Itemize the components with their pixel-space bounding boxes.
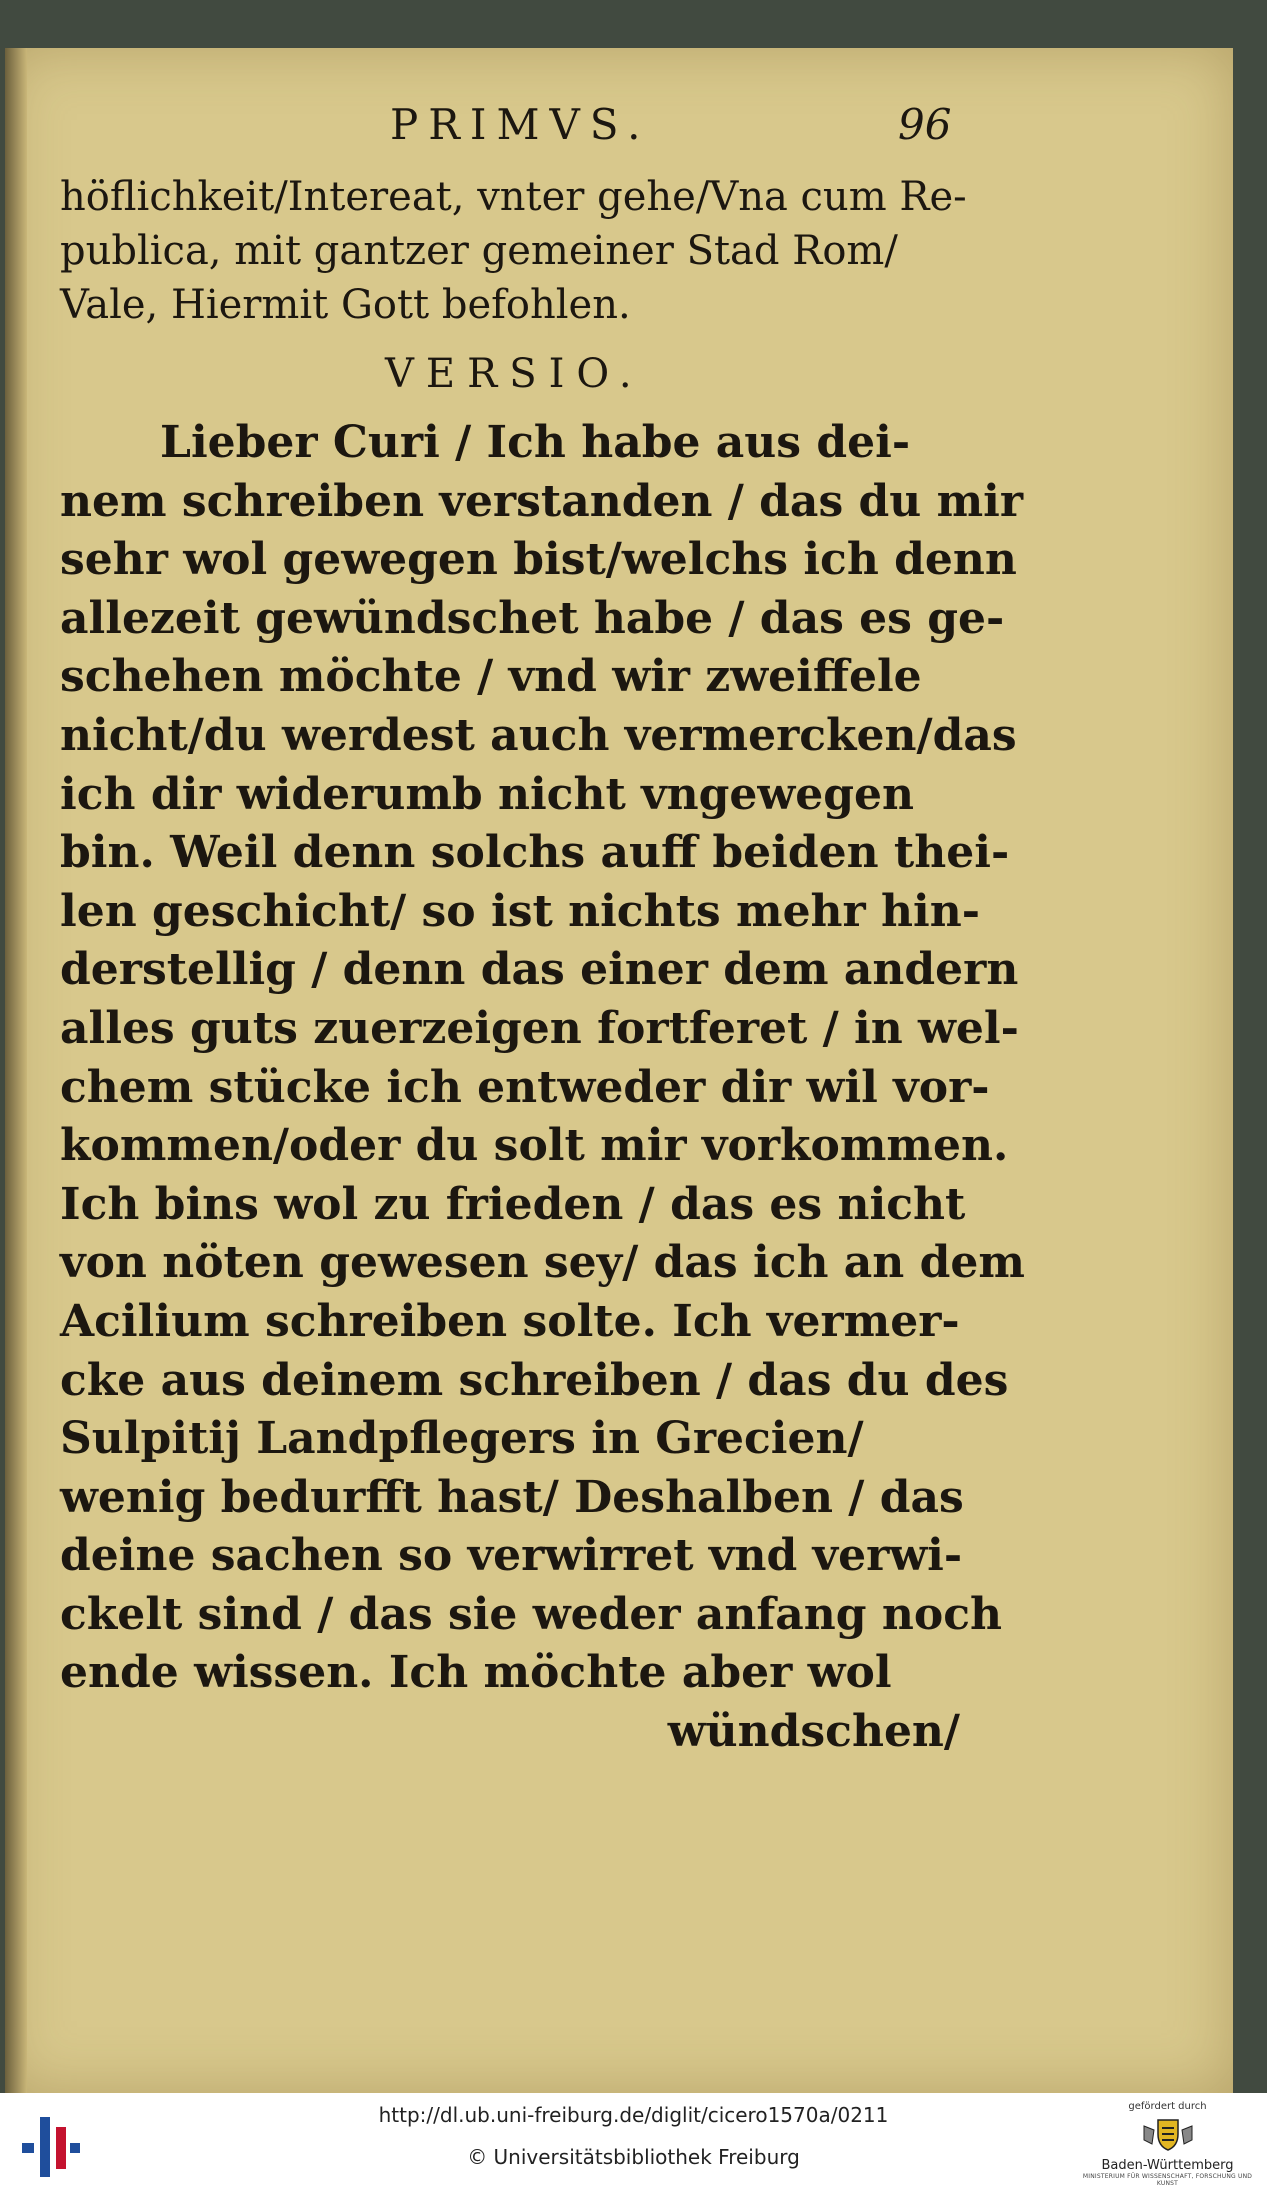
body-line: allezeit gewündschet habe / das es ge-	[60, 592, 1005, 644]
page-gutter	[5, 48, 27, 2093]
body-line: schehen möchte / vnd wir zweiffele	[60, 651, 922, 703]
page-number: 96	[898, 100, 952, 149]
body-line: ende wissen. Ich möchte aber wol	[60, 1647, 892, 1699]
page-text	[60, 100, 1025, 1762]
body-line: Lieber Curi / Ich habe aus dei-	[160, 417, 911, 468]
sponsor-label: gefördert durch	[1128, 2101, 1207, 2112]
copyright-notice: © Universitätsbibliothek Freiburg	[467, 2145, 800, 2169]
body-line: chem stücke ich entweder dir wil vor-	[60, 1061, 990, 1113]
book-page	[5, 48, 1233, 2093]
sponsor-block	[1075, 2101, 1260, 2187]
body-line: nicht/du werdest auch vermercken/das	[60, 709, 1017, 761]
body-line: len geschicht/ so ist nichts mehr hin-	[60, 885, 981, 937]
sponsor-ministry: MINISTERIUM FÜR WISSENSCHAFT, FORSCHUNG UND KUNST	[1082, 2173, 1253, 2187]
body-line: cke aus deinem schreiben / das du des	[60, 1354, 1009, 1406]
body-line: deine sachen so verwirret vnd verwi-	[60, 1530, 963, 1582]
body-line: kommen/oder du solt mir vorkommen.	[60, 1120, 1009, 1172]
body-line: Sulpitij Landpflegers in Grecien/	[60, 1413, 864, 1465]
body-line: alles guts zuerzeigen fortferet / in wel-	[60, 1002, 1019, 1054]
catchword: wündschen/	[667, 1706, 960, 1758]
body-line: bin. Weil denn solchs auff beiden thei-	[60, 827, 1010, 879]
body-line: ckelt sind / das sie weder anfang noch	[60, 1588, 1003, 1640]
body-line: Ich bins wol zu frieden / das es nicht	[60, 1178, 966, 1230]
prelude-line: publica, mit gantzer gemeiner Stad Rom/	[60, 228, 898, 274]
sponsor-name: Baden-Württemberg	[1101, 2158, 1234, 2173]
prelude-line: höflichkeit/Intereat, vnter gehe/Vna cum Re-	[60, 174, 967, 220]
body-text	[60, 414, 1025, 1762]
running-head	[60, 100, 960, 170]
body-line: Acilium schreiben solte. Ich vermer-	[60, 1295, 960, 1347]
prelude-line: Vale, Hiermit Gott befohlen.	[60, 282, 631, 328]
body-line: derstellig / denn das einer dem andern	[60, 944, 1019, 996]
viewer-footer	[0, 2093, 1267, 2189]
body-line: nem schreiben verstanden / das du mir	[60, 475, 1024, 527]
running-head-title: PRIMVS.	[390, 100, 651, 149]
body-line: wenig bedurfft hast/ Deshalben / das	[60, 1471, 964, 1523]
body-line: ich dir widerumb nicht vngewegen	[60, 768, 915, 820]
prelude-block	[60, 170, 967, 332]
section-heading: VERSIO.	[385, 351, 644, 397]
state-crest-icon	[1140, 2116, 1196, 2152]
body-line: von nöten gewesen sey/ das ich an dem	[60, 1237, 1025, 1289]
permalink[interactable]: http://dl.ub.uni-freiburg.de/diglit/cicero1570a/0211	[378, 2103, 889, 2127]
body-line: sehr wol gewegen bist/welchs ich denn	[60, 534, 1017, 586]
